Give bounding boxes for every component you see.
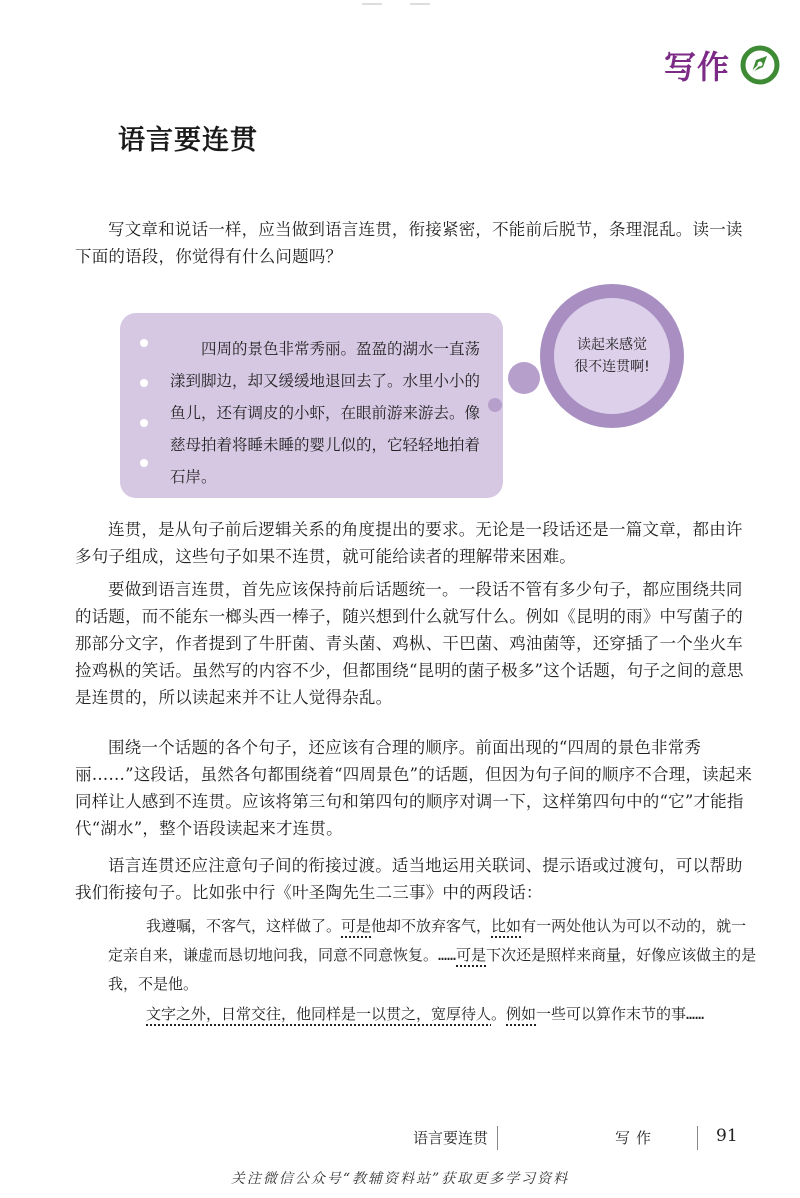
page-number: 91 bbox=[716, 1126, 738, 1146]
quote-text: 有一两处他认为可以不动的，就一定亲自来，谦虚而恳切地问我，同意不同意恢复。…… bbox=[108, 917, 747, 964]
transition-highlight: 文字之外，日常交往，他同样是一以贯之，宽厚待人 bbox=[146, 1005, 492, 1023]
quote-text: 。 bbox=[491, 1005, 507, 1023]
body-paragraph-3: 围绕一个话题的各个句子，还应该有合理的顺序。前面出现的“四周的景色非常秀丽……”这段话，虽然各句都围绕着“四周景色”的话题，但因为句子间的顺序不合理，读起来同样让人感到不连贯。应该将第三句和第四句的顺序对调一下，这样第四句中的“它”才能指代“湖水”，整个语段读起来才连贯。 bbox=[75, 738, 753, 838]
dot bbox=[140, 339, 148, 347]
dot bbox=[140, 419, 148, 427]
dot bbox=[140, 459, 148, 467]
connective-highlight: 可是 bbox=[456, 946, 487, 964]
body-paragraph-1: 连贯，是从句子前后逻辑关系的角度提出的要求。无论是一段话还是一篇文章，都由许多句子组成，这些句子如果不连贯，就可能给读者的理解带来困难。 bbox=[75, 520, 743, 566]
bubble-text-line1: 读起来感觉 bbox=[577, 337, 647, 353]
page-footer bbox=[0, 1124, 800, 1154]
thought-bubble-inner bbox=[554, 298, 670, 414]
footer-section-label: 写作 bbox=[615, 1129, 658, 1147]
pen-nib-circle-icon bbox=[740, 45, 780, 85]
quote-text: 我遵嘱，不客气，这样做了。 bbox=[146, 917, 342, 935]
connective-highlight: 例如 bbox=[506, 1005, 537, 1023]
quote-text: 他却不放弃客气， bbox=[371, 917, 492, 935]
quote-text: 一些可以算作末节的事…… bbox=[536, 1005, 705, 1023]
section-header bbox=[664, 42, 780, 88]
scan-mark bbox=[410, 3, 430, 5]
quote-paragraph-2 bbox=[108, 1000, 758, 1029]
quote-paragraph-1 bbox=[108, 912, 758, 999]
dot bbox=[140, 379, 148, 387]
connective-highlight: 可是 bbox=[341, 917, 372, 935]
thought-bubble-small bbox=[488, 398, 502, 412]
divider bbox=[497, 1126, 498, 1150]
sample-passage-box bbox=[120, 313, 503, 498]
decorative-dots bbox=[140, 339, 148, 507]
bubble-text-line2: 很不连贯啊! bbox=[574, 359, 650, 375]
thought-bubble bbox=[540, 284, 684, 428]
footer-lesson-title: 语言要连贯 bbox=[413, 1129, 489, 1147]
intro-paragraph: 写文章和说话一样，应当做到语言连贯，衔接紧密，不能前后脱节，条理混乱。读一读下面的语段，你觉得有什么问题吗？ bbox=[75, 220, 743, 266]
body-paragraph-2: 要做到语言连贯，首先应该保持前后话题统一。一段话不管有多少句子，都应围绕共同的话题，而不能东一榔头西一棒子，随兴想到什么就写什么。例如《昆明的雨》中写菌子的那部分文字，作者提到了牛肝菌、青头菌、鸡枞、干巴菌、鸡油菌等，还穿插了一个坐火车捡鸡枞的笑话。虽然写的内容不少，但都围绕“昆明的菌子极多”这个话题，句子之间的意思是连贯的，所以读起来并不让人觉得杂乱。 bbox=[75, 580, 744, 707]
watermark-text: 关注微信公众号“教辅资料站”获取更多学习资料 bbox=[230, 1171, 570, 1187]
connective-highlight: 比如 bbox=[491, 917, 522, 935]
section-label: 写作 bbox=[663, 48, 730, 86]
thought-bubble-mid bbox=[508, 362, 540, 394]
scan-mark bbox=[362, 3, 382, 5]
divider bbox=[697, 1126, 698, 1150]
dot bbox=[140, 499, 148, 507]
body-paragraph-4: 语言连贯还应注意句子间的衔接过渡。适当地运用关联词、提示语或过渡句，可以帮助我们衔接句子。比如张中行《叶圣陶先生二三事》中的两段话： bbox=[75, 856, 743, 902]
quote-text: 下次还是照样来商量，好像应该做主的是我，不是他。 bbox=[108, 946, 757, 993]
page-title: 语言要连贯 bbox=[118, 125, 258, 156]
sample-passage-text: 四周的景色非常秀丽。盈盈的湖水一直荡漾到脚边，却又缓缓地退回去了。水里小小的鱼儿，还有调皮的小虾，在眼前游来游去。像慈母拍着将睡未睡的婴儿似的，它轻轻地拍着石岸。 bbox=[170, 340, 481, 486]
